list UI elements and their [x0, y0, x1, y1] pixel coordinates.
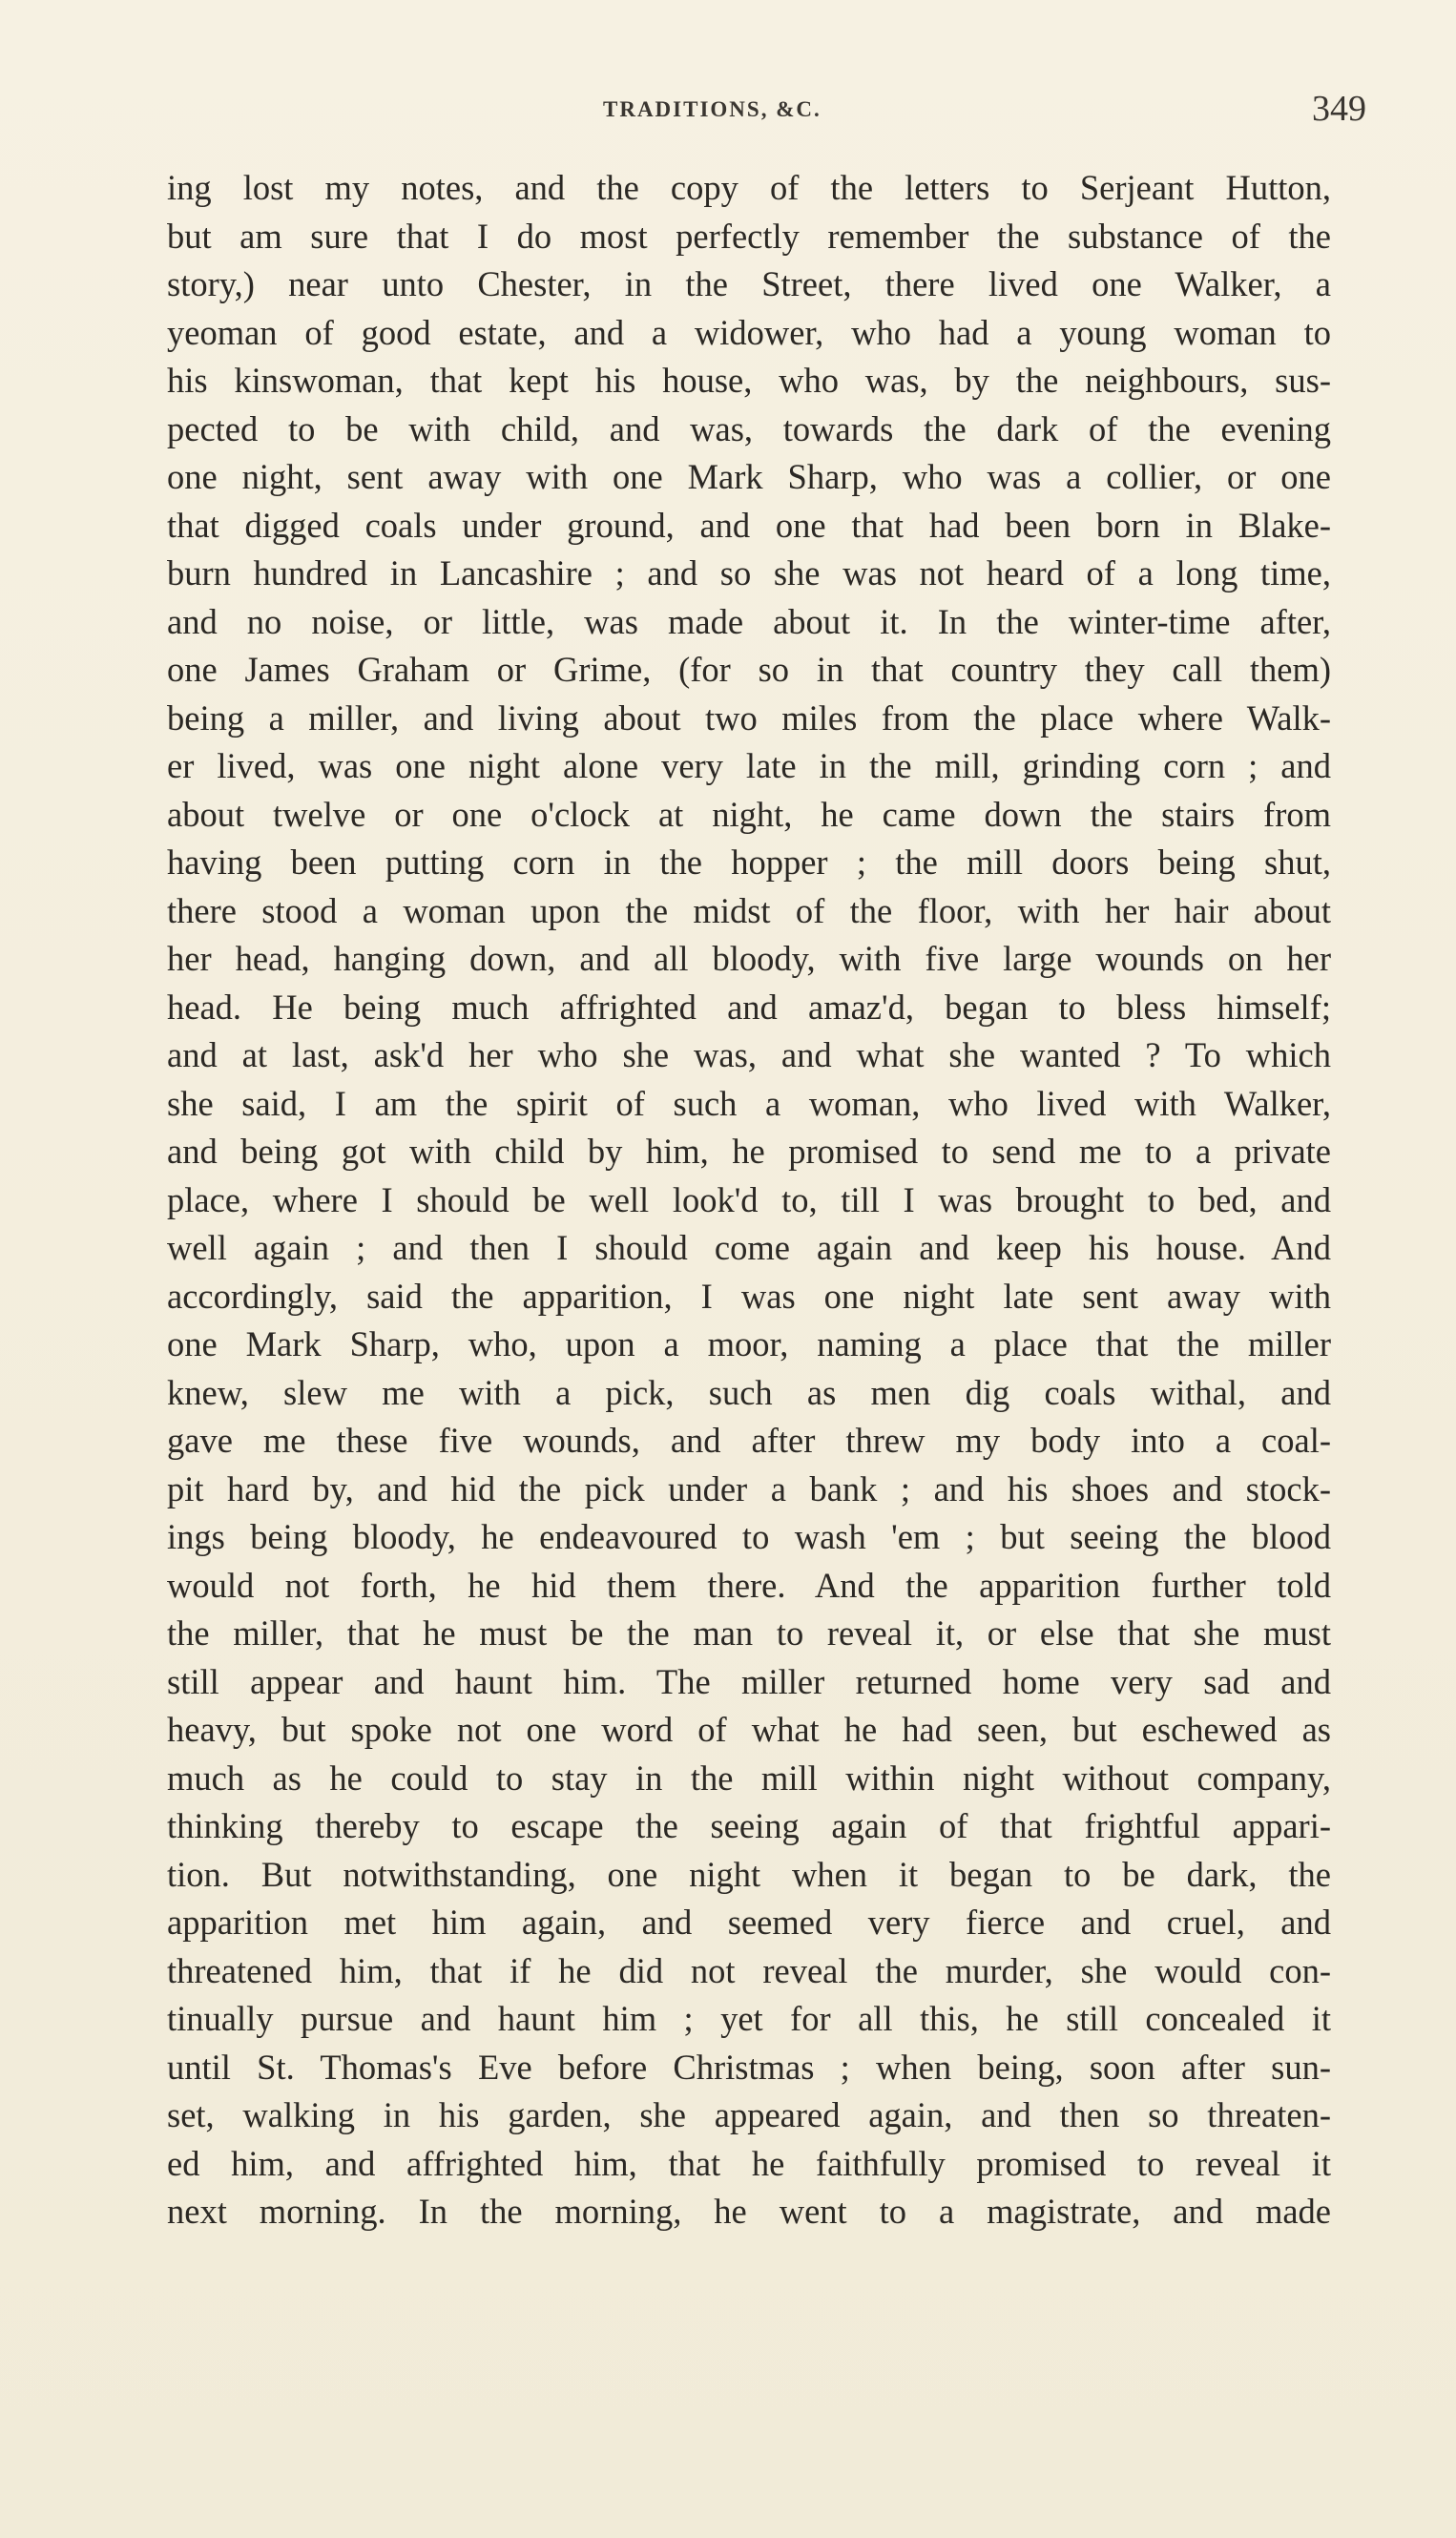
text-line: much as he could to stay in the mill within night without company, [167, 1758, 1331, 1798]
text-line: one Mark Sharp, who, upon a moor, naming a place that the miller [167, 1324, 1331, 1363]
text-line: would not forth, he hid them there. And the apparition further told [167, 1565, 1331, 1605]
text-line: she said, I am the spirit of such a woman, who lived with Walker, [167, 1083, 1331, 1123]
text-line: knew, slew me with a pick, such as men dig coals withal, and [167, 1372, 1331, 1412]
text-line: next morning. In the morning, he went to a magistrate, and made [167, 2192, 1331, 2231]
text-line: there stood a woman upon the midst of the floor, with her hair about [167, 890, 1331, 930]
text-line: er lived, was one night alone very late in the mill, grinding corn ; and [167, 746, 1331, 785]
text-line: one James Graham or Grime, (for so in that country they call them) [167, 650, 1331, 689]
text-line: that digged coals under ground, and one that had been born in Blake- [167, 505, 1331, 545]
body-text [167, 164, 1331, 2236]
text-line: tion. But notwithstanding, one night when it began to be dark, the [167, 1854, 1331, 1894]
text-line: tinually pursue and haunt him ; yet for all this, he still concealed it [167, 1999, 1331, 2038]
running-header [0, 88, 1456, 135]
text-line: and being got with child by him, he promised to send me to a private [167, 1132, 1331, 1171]
text-line: heavy, but spoke not one word of what he had seen, but eschewed as [167, 1710, 1331, 1749]
text-line: set, walking in his garden, she appeared again, and then so threaten- [167, 2095, 1331, 2134]
page-number: 349 [1312, 89, 1366, 129]
text-line: thinking thereby to escape the seeing again of that frightful appari- [167, 1806, 1331, 1845]
running-title: TRADITIONS, &C. [603, 97, 822, 121]
text-line: story,) near unto Chester, in the Street, there lived one Walker, a [167, 264, 1331, 303]
text-line: but am sure that I do most perfectly remember the substance of the [167, 216, 1331, 256]
text-line: ed him, and affrighted him, that he faithfully promised to reveal it [167, 2143, 1331, 2183]
text-line: ing lost my notes, and the copy of the letters to Serjeant Hutton, [167, 168, 1331, 207]
text-line: gave me these five wounds, and after threw my body into a coal- [167, 1421, 1331, 1460]
text-line: being a miller, and living about two miles from the place where Walk- [167, 697, 1331, 738]
text-line: head. He being much affrighted and amaz'd, began to bless himself; [167, 987, 1331, 1027]
text-line: pit hard by, and hid the pick under a bank ; and his shoes and stock- [167, 1468, 1331, 1508]
text-line: ings being bloody, he endeavoured to wash 'em ; but seeing the blood [167, 1517, 1331, 1556]
text-line: his kinswoman, that kept his house, who was, by the neighbours, sus- [167, 361, 1331, 400]
text-line: apparition met him again, and seemed very fierce and cruel, and [167, 1903, 1331, 1942]
text-line: place, where I should be well look'd to, till I was brought to bed, and [167, 1179, 1331, 1219]
text-line: well again ; and then I should come again and keep his house. And [167, 1228, 1331, 1267]
text-line: having been putting corn in the hopper ; the mill doors being shut, [167, 843, 1331, 882]
text-line: still appear and haunt him. The miller returned home very sad and [167, 1661, 1331, 1701]
text-line: her head, hanging down, and all bloody, with five large wounds on her [167, 939, 1331, 978]
text-line: about twelve or one o'clock at night, he came down the stairs from [167, 794, 1331, 834]
text-line: and no noise, or little, was made about it. In the winter-time after, [167, 601, 1331, 641]
text-line: threatened him, that if he did not reveal the murder, she would con- [167, 1950, 1331, 1990]
text-line: until St. Thomas's Eve before Christmas ; when being, soon after sun- [167, 2047, 1331, 2087]
text-line: one night, sent away with one Mark Sharp, who was a collier, or one [167, 457, 1331, 496]
text-line: and at last, ask'd her who she was, and what she wanted ? To which [167, 1035, 1331, 1074]
text-line: burn hundred in Lancashire ; and so she was not heard of a long time, [167, 553, 1331, 593]
text-line: the miller, that he must be the man to reveal it, or else that she must [167, 1613, 1331, 1653]
text-line: pected to be with child, and was, towards the dark of the evening [167, 408, 1331, 448]
text-line: yeoman of good estate, and a widower, who had a young woman to [167, 312, 1331, 352]
text-line: accordingly, said the apparition, I was one night late sent away with [167, 1276, 1331, 1316]
